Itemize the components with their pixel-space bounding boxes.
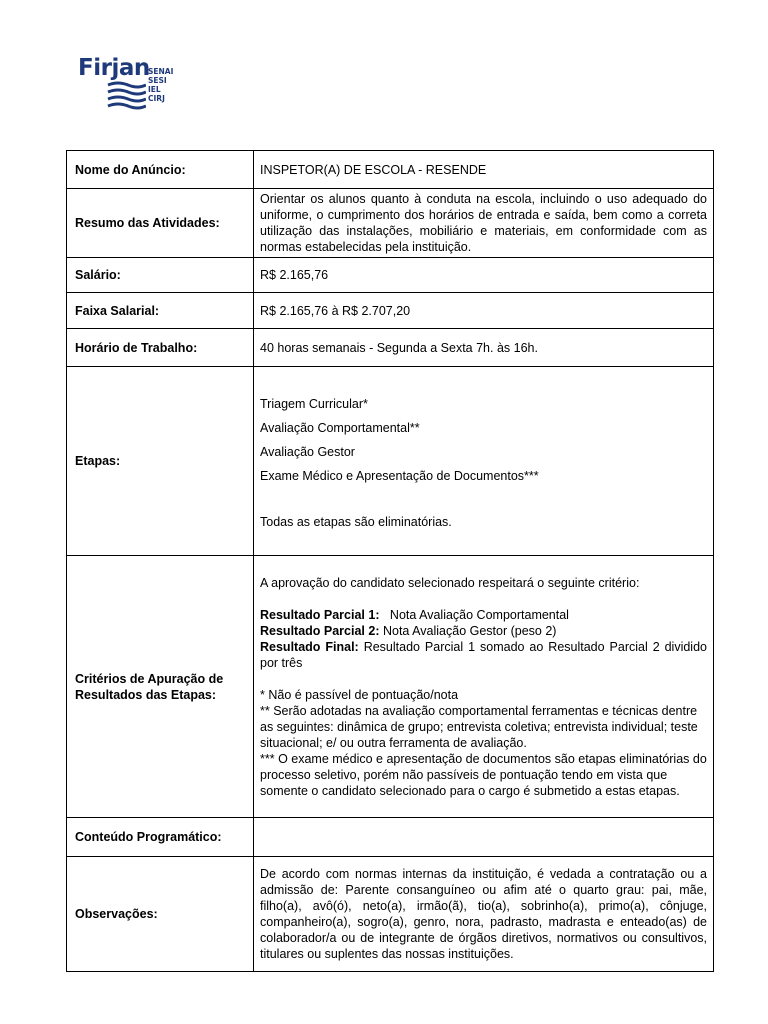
label-criterios: Critérios de Apuração de Resultados das Etapas: [67,556,254,818]
resultado-parcial-2 [260,623,707,639]
label-etapas: Etapas: [67,367,254,556]
etapa-item: Exame Médico e Apresentação de Documentos*** [260,469,539,483]
value-horario: 40 horas semanais - Segunda a Sexta 7h. às 16h. [254,329,714,367]
row-horario [67,329,714,367]
criterios-note-1: * Não é passível de pontuação/nota [260,687,459,702]
etapa-item: Triagem Curricular* [260,397,368,411]
row-salario [67,258,714,293]
label-nome: Nome do Anúncio: [67,151,254,189]
job-ad-table [66,150,714,972]
value-faixa: R$ 2.165,76 à R$ 2.707,20 [254,293,714,329]
resultado-final [260,639,707,671]
row-criterios [67,556,714,818]
row-observacoes [67,857,714,972]
etapas-note: Todas as etapas são eliminatórias. [260,515,452,529]
value-resumo: Orientar os alunos quanto à conduta na escola, incluindo o uso adequado do uniforme, o cumprimento dos horários de entrada e saída, bem como a correta utilização das instalações, mobiliário e materiais, em conformidade com as normas estabelecidas pela instituição. [254,189,714,258]
firjan-logo [78,56,188,112]
label-horario: Horário de Trabalho: [67,329,254,367]
value-observacoes: De acordo com normas internas da instituição, é vedada a contratação ou a admissão de: Parente consanguíneo ou afim até o quarto grau: pai, mãe, filho(a), avô(ó), neto(a), irmão(ã), tio(a), sobrinho(a), primo(a), cônjuge, companheiro(a), sogro(a), genro, nora, padrasto, madrasta e enteado(as) de colaborador/a ou de integrante de órgãos diretivos, normativos ou consultivos, titulares ou suplentes das nossas instituições. [254,857,714,972]
logo-senai: SENAI [148,67,174,76]
resultado-final-value: Resultado Parcial 1 somado ao Resultado Parcial 2 dividido por três [260,639,707,670]
resultado-parcial-1 [260,607,707,623]
row-nome [67,151,714,189]
criterios-note-3: *** O exame médico e apresentação de documentos são etapas eliminatórias do processo seletivo, porém não passíveis de pontuação tendo em vista que somente o candidato selecionado para o cargo é submetido a estas etapas. [260,751,707,798]
label-salario: Salário: [67,258,254,293]
logo-waves-icon [106,81,146,111]
resultado-parcial-1-label: Resultado Parcial 1: [260,607,380,622]
resultado-final-label: Resultado Final: [260,639,359,654]
row-conteudo [67,818,714,857]
value-criterios [254,556,714,818]
criterios-note-2: ** Serão adotadas na avaliação comportamental ferramentas e técnicas dentre as seguintes: dinâmica de grupo; entrevista coletiva; entrevista individual; teste situacional; e/ ou outra ferramenta de avaliação. [260,703,698,750]
etapa-item: Avaliação Comportamental** [260,421,420,435]
row-etapas [67,367,714,556]
value-etapas [254,367,714,556]
label-faixa: Faixa Salarial: [67,293,254,329]
logo-iel: IEL [148,85,161,94]
resultado-parcial-2-label: Resultado Parcial 2: [260,623,380,638]
criterios-intro: A aprovação do candidato selecionado respeitará o seguinte critério: [260,575,640,590]
label-observacoes: Observações: [67,857,254,972]
logo-sub-brands [148,67,173,103]
logo-cirj: CIRJ [148,94,165,103]
logo-sesi: SESI [148,76,167,85]
logo-wordmark: Firjan [78,55,150,81]
resultado-parcial-2-value: Nota Avaliação Gestor (peso 2) [382,623,557,638]
resultado-parcial-1-value: Nota Avaliação Comportamental [389,607,569,622]
row-faixa [67,293,714,329]
value-salario: R$ 2.165,76 [254,258,714,293]
label-conteudo: Conteúdo Programático: [67,818,254,857]
label-resumo: Resumo das Atividades: [67,189,254,258]
row-resumo [67,189,714,258]
value-conteudo [254,818,714,857]
value-nome: INSPETOR(A) DE ESCOLA - RESENDE [254,151,714,189]
etapa-item: Avaliação Gestor [260,445,355,459]
